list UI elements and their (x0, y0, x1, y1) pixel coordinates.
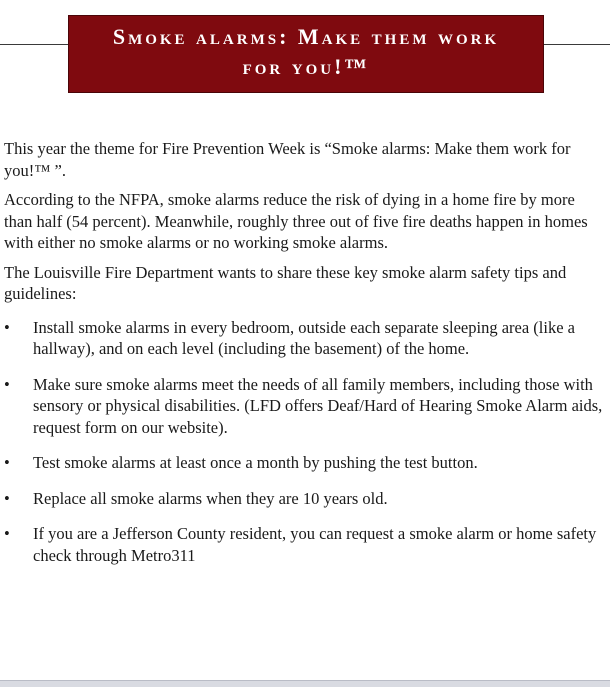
tip-text: Test smoke alarms at least once a month by pushing the test button. (33, 453, 478, 472)
list-item (4, 317, 604, 360)
list-item (4, 452, 604, 474)
article-body (4, 138, 604, 580)
list-item (4, 523, 604, 566)
tip-text: Replace all smoke alarms when they are 10 years old. (33, 488, 388, 508)
list-item (4, 488, 604, 510)
bullet-icon: • (4, 453, 10, 472)
bullet-icon: • (4, 524, 10, 543)
safety-tips-list (4, 317, 604, 567)
bottom-edge-bar (0, 680, 610, 687)
tips-intro-paragraph: The Louisville Fire Department wants to share these key smoke alarm safety tips and guidelines: (4, 262, 567, 303)
header-rule-left (0, 44, 70, 45)
statistics-paragraph: According to the NFPA, smoke alarms reduce the risk of dying in a home fire by more than half (54 percent). Meanwhile, roughly three out of five fire deaths happen in homes with either no smoke alarms or no working smoke alarms. (4, 190, 588, 252)
title-banner (68, 15, 544, 93)
header-rule-right (540, 44, 610, 45)
tip-text: If you are a Jefferson County resident, you can request a smoke alarm or home safety check through Metro311 (33, 524, 597, 565)
intro-paragraph: This year the theme for Fire Prevention Week is “Smoke alarms: Make them work for you!™ ”. (4, 139, 571, 180)
tip-text: Install smoke alarms in every bedroom, outside each separate sleeping area (like a hallway), and on each level (including the basement) of the home. (33, 317, 575, 358)
bullet-icon: • (4, 317, 10, 337)
page-title: Smoke alarms: Make them work for you!™ (112, 24, 500, 79)
bullet-icon: • (4, 374, 10, 394)
list-item (4, 374, 604, 439)
bullet-icon: • (4, 488, 10, 508)
tip-text: Make sure smoke alarms meet the needs of all family members, including those with sensory or physical disabilities. (LFD offers Deaf/Hard of Hearing Smoke Alarm aids, request form on our website). (33, 374, 603, 437)
